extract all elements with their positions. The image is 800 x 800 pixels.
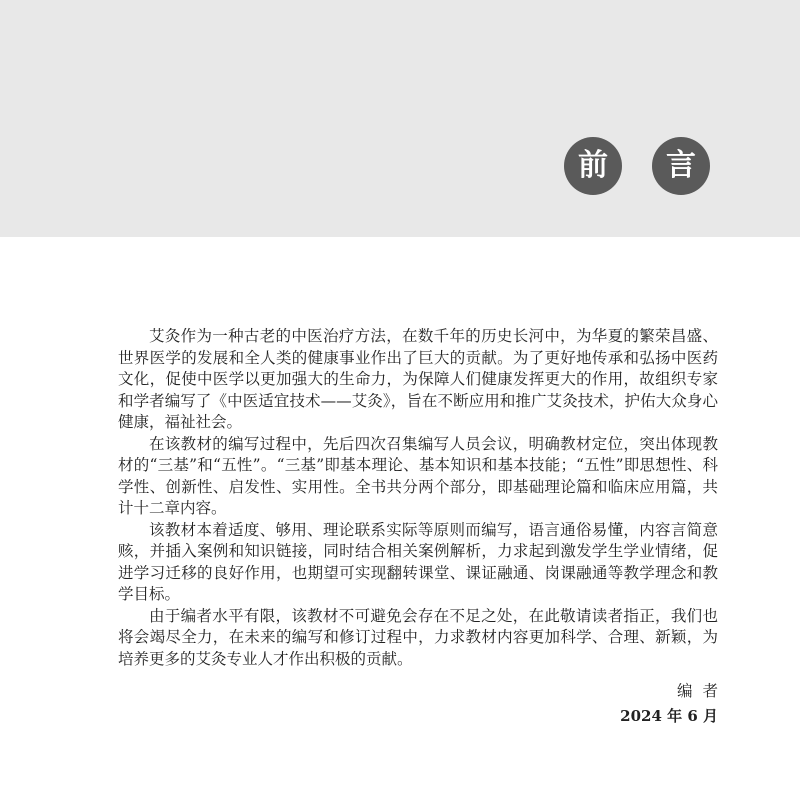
signature-block bbox=[620, 681, 728, 727]
page-title bbox=[564, 137, 710, 195]
paragraph-3: 该教材本着适度、够用、理论联系实际等原则而编写，语言通俗易懂，内容言简意赅，并插入案例和知识链接，同时结合相关案例解析，力求起到激发学生学业情绪，促进学习迁移的良好作用，也期望可实现翻转课堂、课证融通、岗课融通等教学理念和教学目标。 bbox=[118, 520, 718, 603]
title-char-1: 前 bbox=[564, 137, 622, 195]
date-line: 2024 年 6 月 bbox=[620, 706, 718, 725]
author-signature: 编者 bbox=[676, 682, 728, 700]
paragraph-4: 由于编者水平有限，该教材不可避免会存在不足之处，在此敬请读者指正，我们也将会竭尽全力，在未来的编写和修订过程中，力求教材内容更加科学、合理、新颖，为培养更多的艾灸专业人才作出积极的贡献。 bbox=[118, 606, 718, 668]
header-band bbox=[0, 0, 800, 237]
title-char-2: 言 bbox=[652, 137, 710, 195]
paragraph-2: 在该教材的编写过程中，先后四次召集编写人员会议，明确教材定位，突出体现教材的“三基”和“五性”。“三基”即基本理论、基本知识和基本技能；“五性”即思想性、科学性、创新性、启发性、实用性。全书共分两个部分，即基础理论篇和临床应用篇，共计十二章内容。 bbox=[118, 434, 718, 517]
preface-body bbox=[118, 326, 718, 670]
paragraph-1: 艾灸作为一种古老的中医治疗方法，在数千年的历史长河中，为华夏的繁荣昌盛、世界医学的发展和全人类的健康事业作出了巨大的贡献。为了更好地传承和弘扬中医药文化，促使中医学以更加强大的生命力，为保障人们健康发挥更大的作用，故组织专家和学者编写了《中医适宜技术——艾灸》，旨在不断应用和推广艾灸技术，护佑大众身心健康，福祉社会。 bbox=[118, 327, 718, 431]
